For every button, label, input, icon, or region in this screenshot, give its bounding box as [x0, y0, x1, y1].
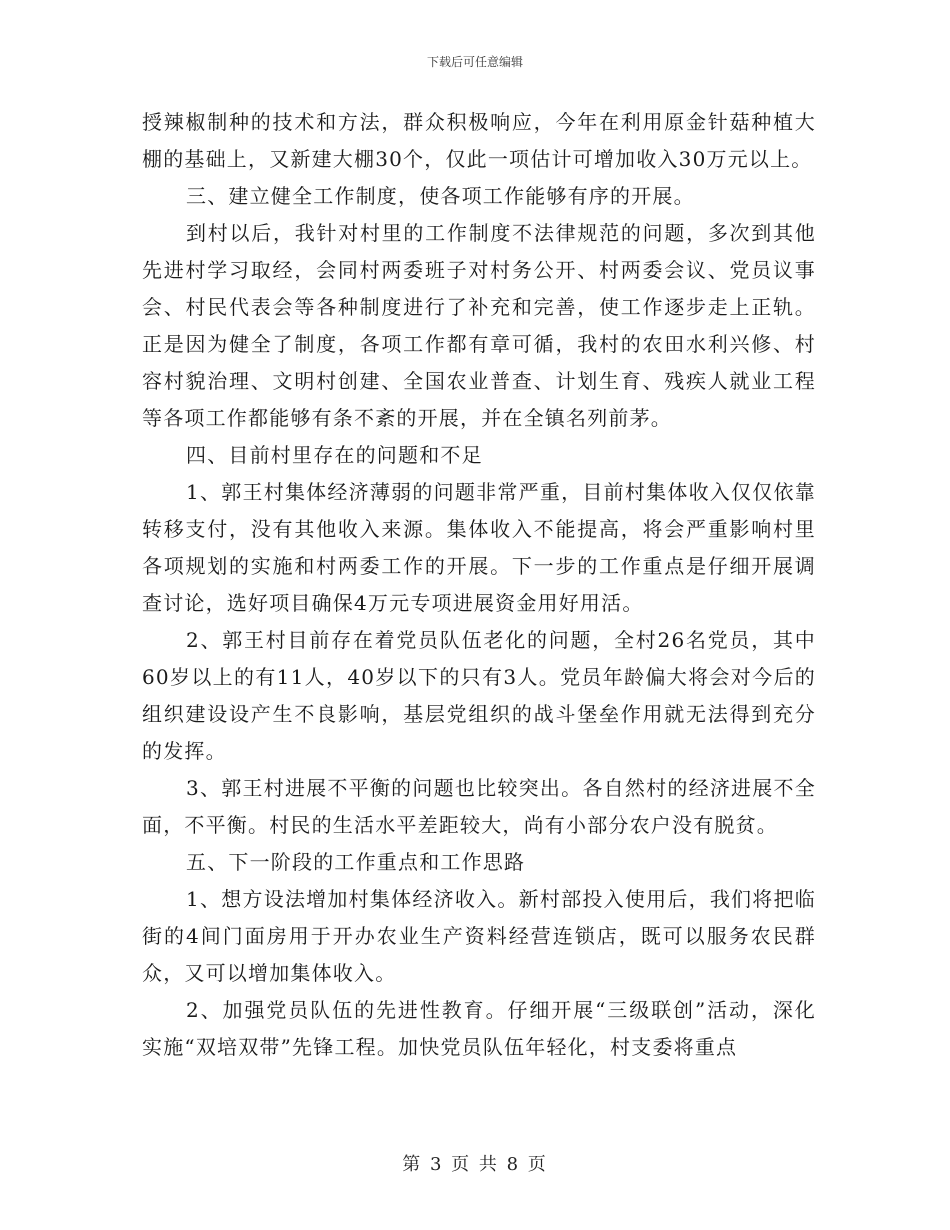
page-header: 下载后可任意编辑: [426, 55, 523, 69]
page-number: 第 3 页 共 8 页: [402, 1154, 548, 1175]
paragraph: 2、郭王村目前存在着党员队伍老化的问题，全村26名党员，其中60岁以上的有11人，40岁以下的只有3人。党员年龄偏大将会对今后的组织建设设产生不良影响，基层党组织的战斗堡垒作用就无法得到充分的发挥。: [142, 628, 816, 763]
paragraph: 授辣椒制种的技术和方法，群众积极响应，今年在利用原金针菇种植大棚的基础上，又新建大棚30个，仅此一项估计可增加收入30万元以上。: [142, 110, 816, 171]
paragraph: 1、郭王村集体经济薄弱的问题非常严重，目前村集体收入仅仅依靠转移支付，没有其他收入来源。集体收入不能提高，将会严重影响村里各项规划的实施和村两委工作的开展。下一步的工作重点是仔细开展调查讨论，选好项目确保4万元专项进展资金用好用活。: [142, 480, 816, 615]
paragraph: 2、加强党员队伍的先进性教育。仔细开展“三级联创”活动，深化实施“双培双带”先锋工程。加快党员队伍年轻化，村支委将重点: [142, 998, 816, 1059]
paragraph: 3、郭王村进展不平衡的问题也比较突出。各自然村的经济进展不全面，不平衡。村民的生活水平差距较大，尚有小部分农户没有脱贫。: [142, 776, 816, 837]
paragraph: 1、想方设法增加村集体经济收入。新村部投入使用后，我们将把临街的4间门面房用于开办农业生产资料经营连锁店，既可以服务农民群众，又可以增加集体收入。: [142, 887, 816, 985]
section-heading: 五、下一阶段的工作重点和工作思路: [186, 850, 526, 874]
section-heading: 三、建立健全工作制度，使各项工作能够有序的开展。: [186, 184, 695, 208]
section-heading: 四、目前村里存在的问题和不足: [186, 443, 483, 467]
document-body: [142, 104, 816, 1066]
paragraph: 到村以后，我针对村里的工作制度不法律规范的问题，多次到其他先进村学习取经，会同村两委班子对村务公开、村两委会议、党员议事会、村民代表会等各种制度进行了补充和完善，使工作逐步走上正轨。正是因为健全了制度，各项工作都有章可循，我村的农田水利兴修、村容村貌治理、文明村创建、全国农业普查、计划生育、残疾人就业工程等各项工作都能够有条不紊的开展，并在全镇名列前茅。: [142, 221, 816, 430]
